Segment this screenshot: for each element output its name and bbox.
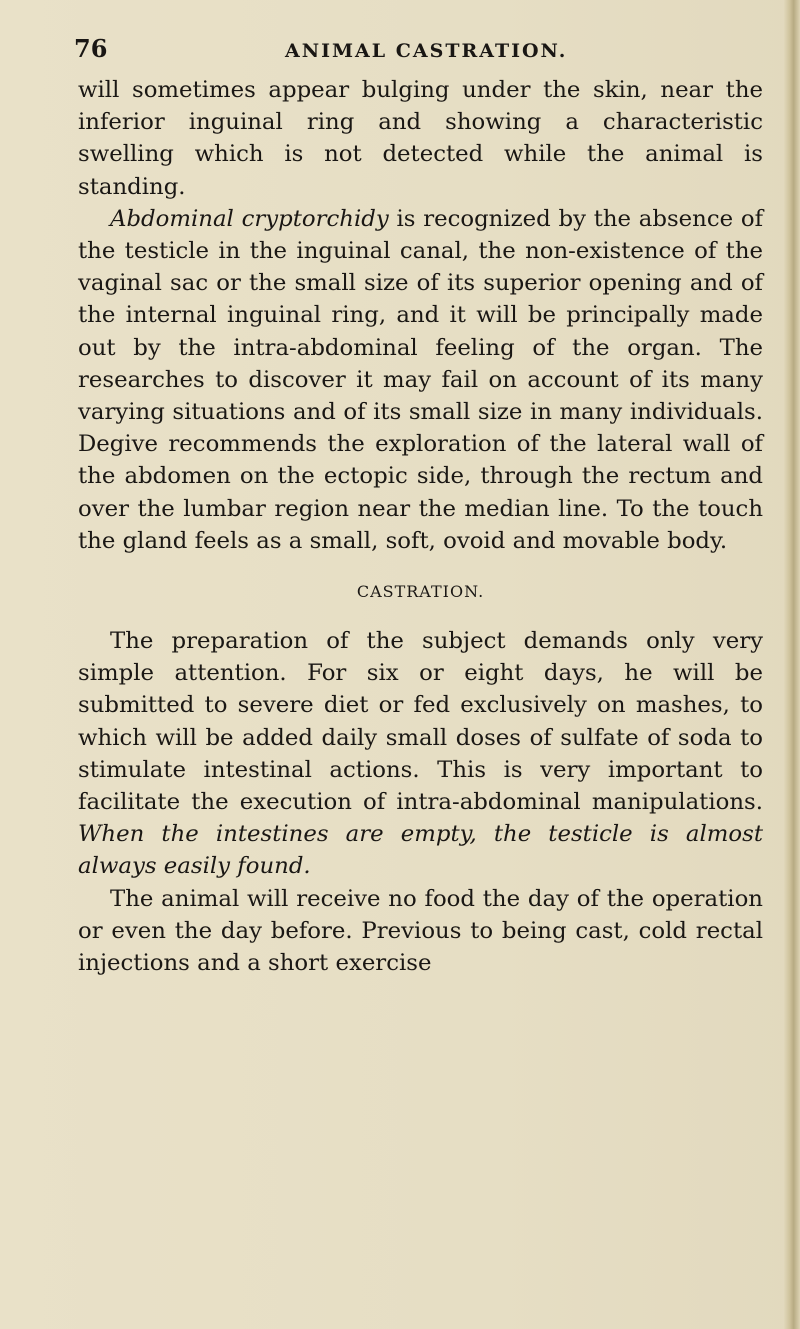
running-title: ANIMAL CASTRATION. xyxy=(285,40,568,62)
italic-term: Abdominal cryptorchidy xyxy=(110,205,389,232)
paragraph-text: The animal will receive no food the day of the operation or even the day before. Previous to being cast, cold rectal injections and a short exercise xyxy=(78,885,763,977)
paragraph-preparation xyxy=(78,625,763,883)
paragraph-operation-day xyxy=(78,883,763,980)
paragraph-abdominal-cryptorchidy xyxy=(78,203,763,557)
page-number: 76 xyxy=(74,34,108,63)
body-text xyxy=(78,74,763,979)
paragraph-continued xyxy=(78,74,763,203)
paragraph-text: is recognized by the absence of the testicle in the inguinal canal, the non-existence of the vaginal sac or the small size of its superior opening and of the internal inguinal ring, and it will be principally made out by the intra-abdominal feeling of the organ. The researches to discover it may fail on account of its many varying situations and of its small size in many individuals. Degive recommends the exploration of the lateral wall of the abdomen on the ectopic side, through the rectum and over the lumbar region near the median line. To the touch the gland feels as a small, soft, ovoid and movable body. xyxy=(78,205,764,554)
italic-emphasis: When the intestines are empty, the testicle is almost always easily found. xyxy=(78,821,763,880)
page-edge-shadow xyxy=(784,0,800,1329)
paragraph-text: will sometimes appear bulging under the skin, near the inferior inguinal ring and showing a characteristic swelling which is not detected while the animal is standing. xyxy=(78,77,763,200)
paragraph-text: The preparation of the subject demands only very simple attention. For six or eight days, he will be submitted to severe diet or fed exclusively on mashes, to which will be added daily small doses of sulfate of soda to stimulate intestinal actions. This is very important to facilitate the execution of intra-abdominal manipulations. xyxy=(78,628,763,816)
running-head xyxy=(62,34,742,74)
section-heading: CASTRATION. xyxy=(356,582,485,602)
